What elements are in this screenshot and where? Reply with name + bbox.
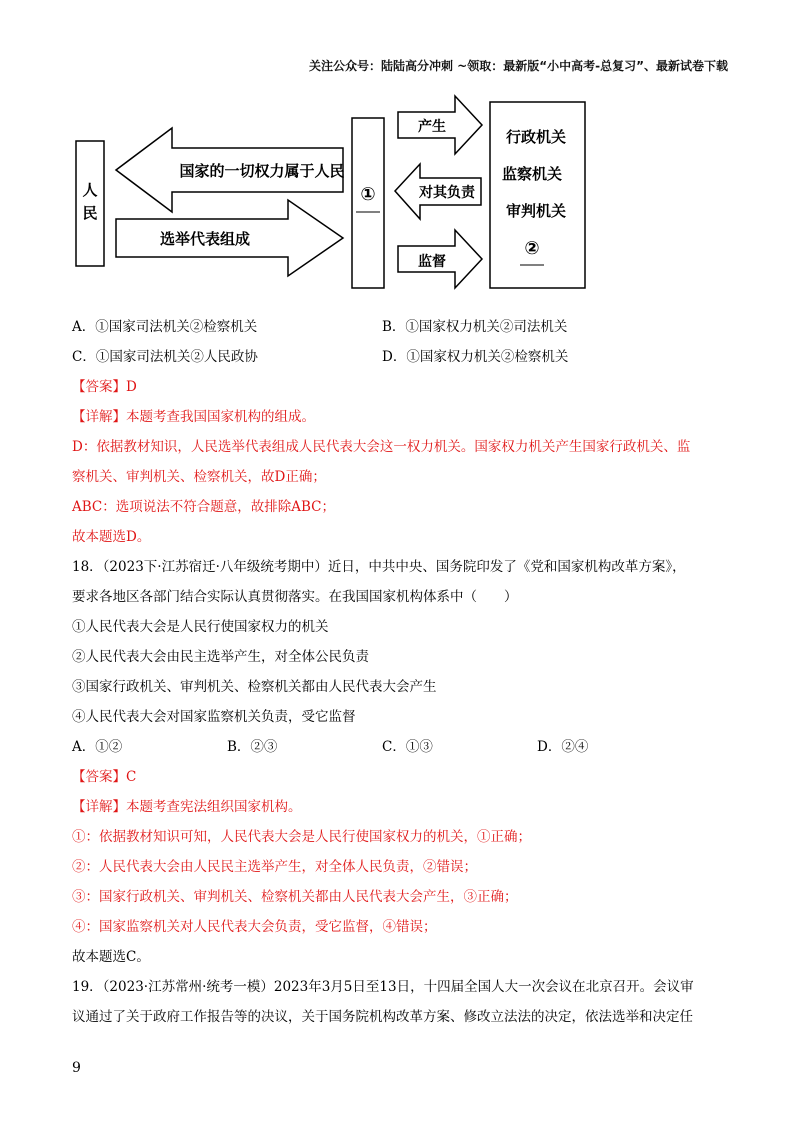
organ-executive: 行政机关 [505, 128, 567, 146]
arrow-top-label: 国家的一切权力属于人民 [179, 162, 345, 180]
q18-item-3: ③国家行政机关、审判机关、检察机关都由人民代表大会产生 [72, 679, 437, 695]
state-organs-diagram [0, 0, 800, 310]
arrow-responsible-label: 对其负责 [419, 185, 475, 201]
q18-explanation-4: ④：国家监察机关对人民代表大会负责，受它监督，④错误； [72, 919, 437, 935]
q18-option-c: C．①③ [382, 739, 433, 755]
q17-explanation-1b: 察机关、审判机关、检察机关，故D正确； [72, 469, 326, 485]
q17-option-d: D．①国家权力机关②检察机关 [382, 349, 569, 365]
arrow-supervise-label: 监督 [418, 254, 446, 270]
q18-option-a: A．①② [72, 739, 123, 755]
organ-judicial: 审判机关 [505, 202, 567, 220]
q19-stem-2: 议通过了关于政府工作报告等的决议，关于国务院机构改革方案、修改立法法的决定，依法选举和决定任 [72, 1009, 693, 1025]
q18-detail: 【详解】本题考查宪法组织国家机构。 [72, 799, 302, 815]
middle-mark: ① [360, 184, 376, 205]
q18-explanation-2: ②：人民代表大会由人民民主选举产生，对全体人民负责，②错误； [72, 859, 477, 875]
q17-options-row-2 [72, 342, 732, 372]
organ-supervisory: 监察机关 [501, 165, 563, 183]
q17-option-b: B．①国家权力机关②司法机关 [382, 319, 568, 335]
content [72, 312, 732, 1032]
q17-conclusion: 故本题选D。 [72, 529, 151, 545]
q17-option-a: A．①国家司法机关②检察机关 [72, 319, 258, 335]
page-number: 9 [72, 1060, 81, 1076]
people-label-2: 民 [82, 204, 98, 222]
q18-conclusion: 故本题选C。 [72, 949, 150, 965]
q17-explanation-1a: D：依据教材知识，人民选举代表组成人民代表大会这一权力机关。国家权力机关产生国家行政机关、监 [72, 439, 691, 455]
arrow-bottom-label: 选举代表组成 [159, 230, 251, 248]
q18-option-b: B．②③ [227, 739, 278, 755]
q17-explanation-2: ABC：选项说法不符合题意，故排除ABC； [72, 499, 335, 515]
page-header: 关注公众号：陆陆高分冲刺 ~领取：最新版“小中高考-总复习”、最新试卷下载 [309, 59, 728, 73]
q17-options-row-1 [72, 312, 732, 342]
q17-option-c: C．①国家司法机关②人民政协 [72, 349, 258, 365]
q18-item-2: ②人民代表大会由民主选举产生，对全体公民负责 [72, 649, 369, 665]
q18-options [72, 732, 732, 762]
arrow-produce-label: 产生 [418, 119, 446, 135]
right-mark: ② [524, 238, 540, 259]
q18-stem-1: 18．（2023下·江苏宿迁·八年级统考期中）近日，中共中央、国务院印发了《党和国家机构改革方案》， [72, 559, 686, 575]
q19-stem-1: 19．（2023·江苏常州·统考一模）2023年3月5日至13日，十四届全国人大一次会议在北京召开。会议审 [72, 979, 694, 995]
q17-detail: 【详解】本题考查我国国家机构的组成。 [72, 409, 315, 425]
q17-answer: 【答案】D [72, 379, 137, 395]
q18-item-1: ①人民代表大会是人民行使国家权力的机关 [72, 619, 329, 635]
q18-explanation-3: ③：国家行政机关、审判机关、检察机关都由人民代表大会产生，③正确； [72, 889, 518, 905]
q18-explanation-1: ①：依据教材知识可知，人民代表大会是人民行使国家权力的机关，①正确； [72, 829, 531, 845]
people-label-1: 人 [82, 181, 98, 199]
q18-option-d: D．②④ [537, 739, 589, 755]
q18-item-4: ④人民代表大会对国家监察机关负责，受它监督 [72, 709, 356, 725]
q18-answer: 【答案】C [72, 769, 137, 785]
q18-stem-2: 要求各地区各部门结合实际认真贯彻落实。在我国国家机构体系中（ ） [72, 589, 518, 605]
